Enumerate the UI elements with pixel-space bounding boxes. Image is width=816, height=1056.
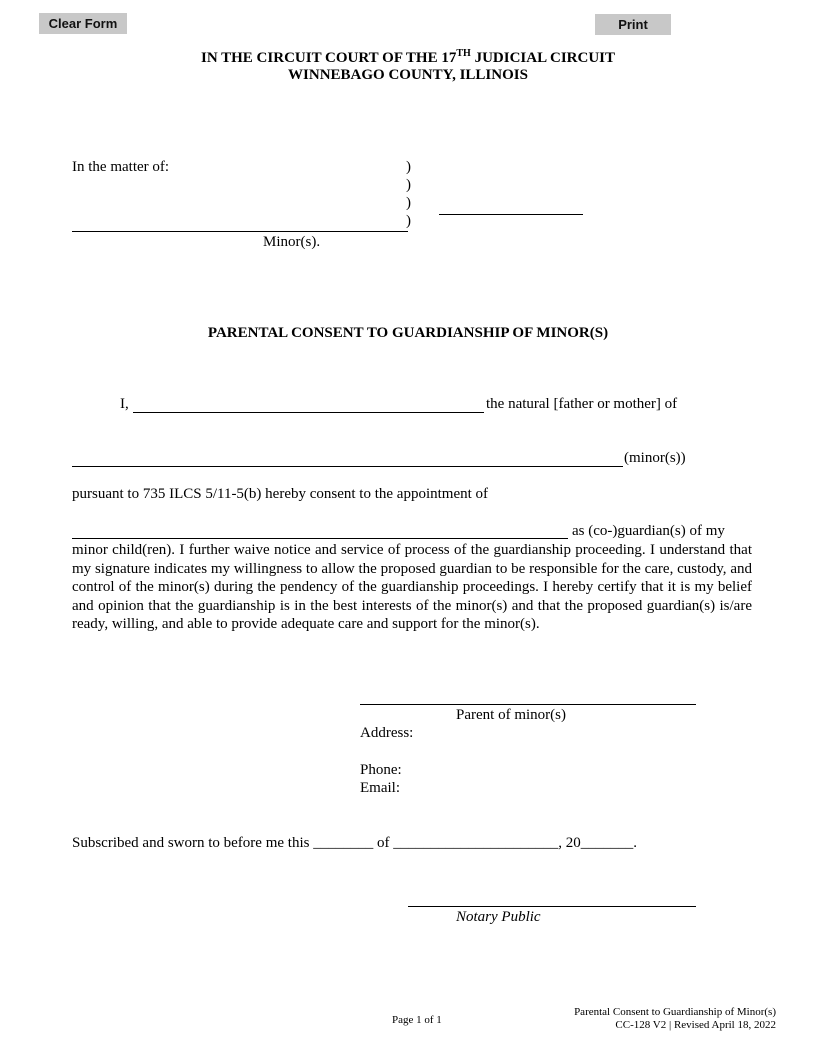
i-label: I, — [120, 396, 129, 412]
court-heading — [0, 48, 816, 67]
court-line-post: JUDICIAL CIRCUIT — [470, 50, 616, 66]
matter-label: In the matter of: — [72, 159, 170, 175]
form-title-footer: Parental Consent to Guardianship of Minor(s) — [574, 1006, 776, 1018]
minors-label: (minor(s)) — [624, 450, 686, 466]
consent-paragraph: minor child(ren). I further waive notice and service of process of the guardianship proceeding. I understand that my signature indicates my willingness to allow the proposed guardian to be responsible for the care, custody, and control of the minor(s) during the pendency of the guardianship proceedings. I hereby certify that it is my belief and opinion that the guardianship is in the best interests of the minor(s) and that the proposed guardian(s) is/are ready, willing, and able to provide adequate care and support for the minor(s). — [72, 542, 752, 632]
case-number-line[interactable] — [439, 214, 583, 215]
email-label: Email: — [360, 780, 400, 796]
phone-label: Phone: — [360, 762, 402, 778]
notary-label: Notary Public — [456, 909, 541, 925]
sworn-text: Subscribed and sworn to before me this ________ of ______________________, 20_______. — [72, 835, 637, 851]
caption-paren-3: ) — [406, 195, 411, 211]
form-id-footer: CC-128 V2 | Revised April 18, 2022 — [615, 1019, 776, 1031]
court-line-pre: IN THE CIRCUIT COURT OF THE 17 — [200, 50, 457, 66]
notary-signature-line[interactable] — [408, 906, 696, 907]
minors-names-line[interactable] — [72, 466, 623, 467]
parent-name-line[interactable] — [133, 412, 484, 413]
parent-signature-line[interactable] — [360, 704, 696, 705]
clear-form-button[interactable]: Clear Form — [39, 13, 127, 34]
caption-paren-2: ) — [406, 177, 411, 193]
page-number: Page 1 of 1 — [392, 1014, 442, 1026]
pursuant-text: pursuant to 735 ILCS 5/11-5(b) hereby consent to the appointment of — [72, 486, 489, 502]
natural-parent-label: the natural [father or mother] of — [486, 396, 678, 412]
minor-label: Minor(s). — [263, 234, 321, 250]
guardian-label: as (co-)guardian(s) of my — [572, 523, 725, 539]
parent-label: Parent of minor(s) — [456, 707, 566, 723]
address-label: Address: — [360, 725, 414, 741]
minor-name-line[interactable] — [72, 231, 408, 232]
county-heading: WINNEBAGO COUNTY, ILLINOIS — [288, 67, 528, 83]
caption-paren-1: ) — [406, 159, 411, 175]
print-button[interactable]: Print — [595, 14, 671, 35]
caption-paren-4: ) — [406, 213, 411, 229]
court-line-sup: TH — [456, 48, 471, 59]
form-title: PARENTAL CONSENT TO GUARDIANSHIP OF MINOR(S) — [207, 325, 609, 341]
guardian-name-line[interactable] — [72, 538, 568, 539]
